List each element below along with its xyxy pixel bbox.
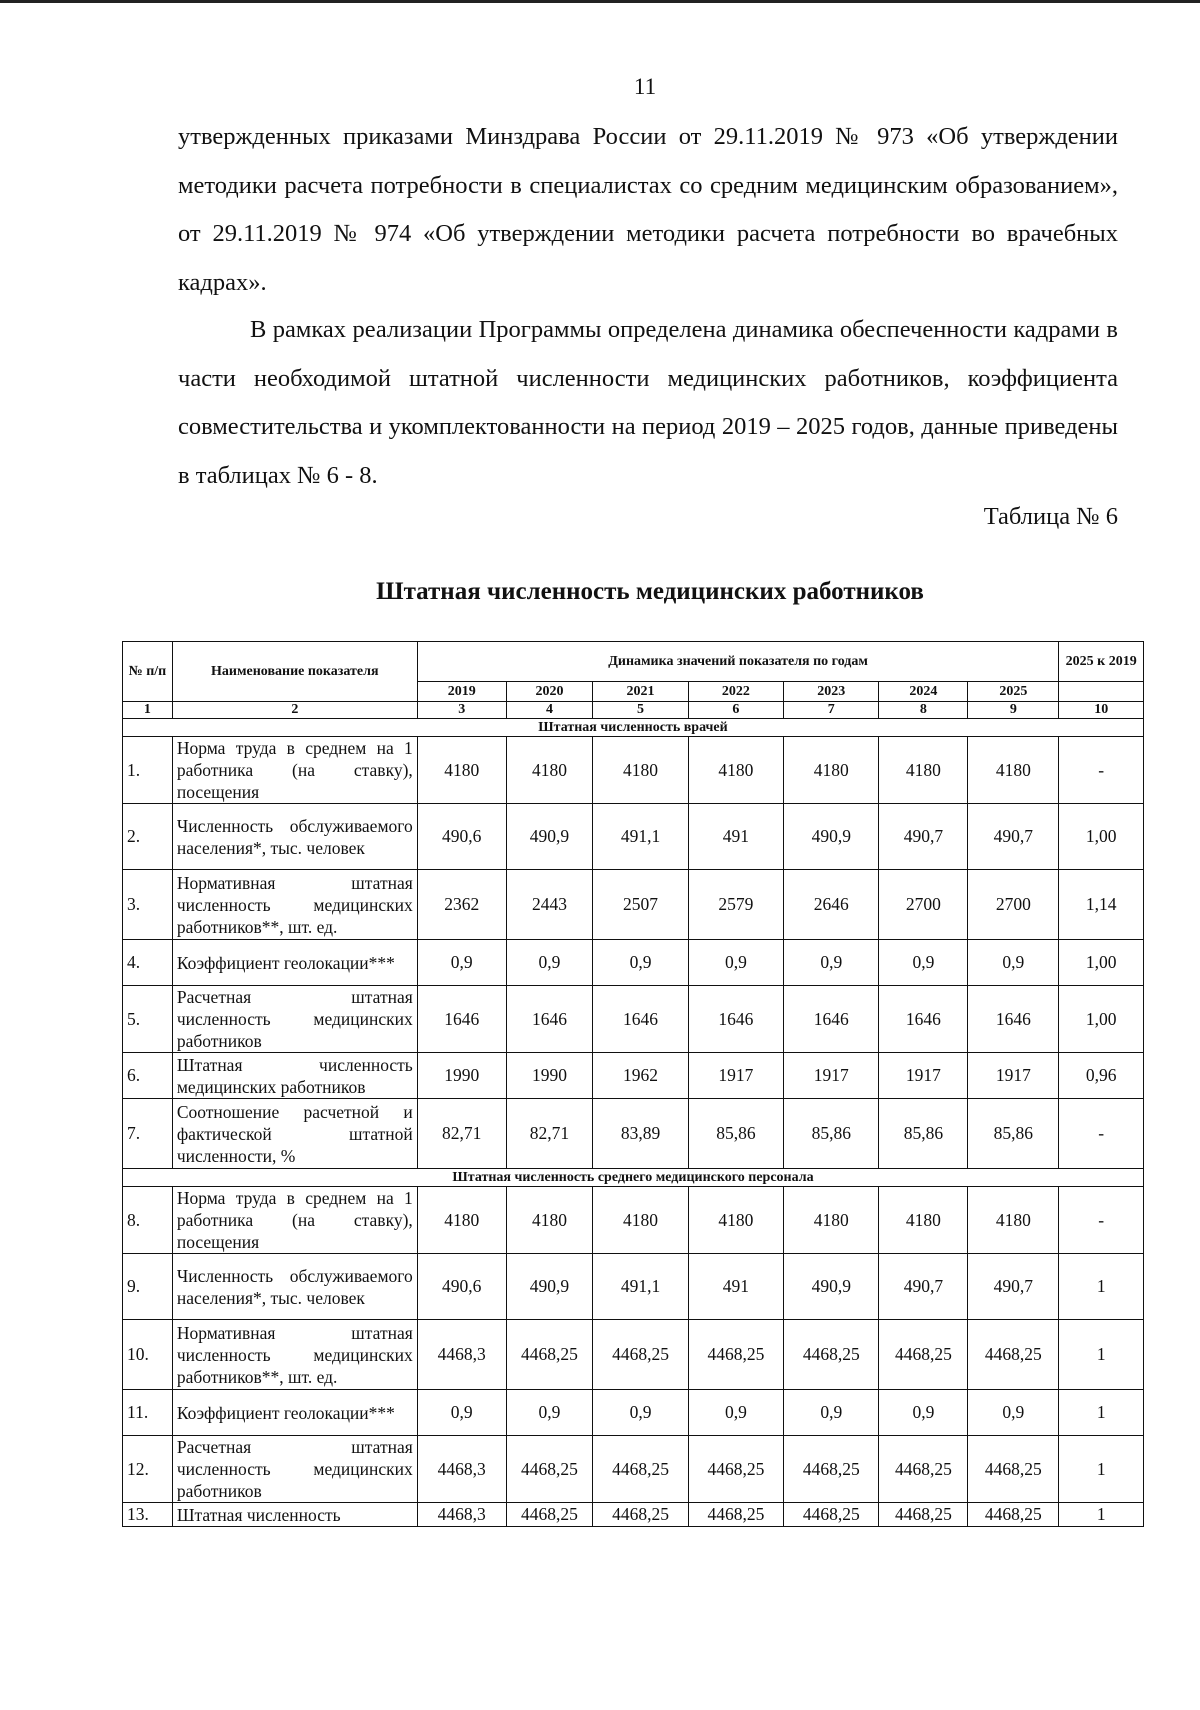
value-cell: 4180 bbox=[879, 1187, 968, 1254]
ratio-cell: 1,14 bbox=[1059, 870, 1144, 940]
value-cell: 4468,25 bbox=[593, 1503, 688, 1527]
value-cell: 4180 bbox=[968, 737, 1059, 804]
value-cell: 490,6 bbox=[417, 1254, 506, 1320]
value-cell: 0,9 bbox=[968, 1390, 1059, 1436]
value-cell: 1646 bbox=[968, 986, 1059, 1053]
ratio-cell: - bbox=[1059, 737, 1144, 804]
value-cell: 85,86 bbox=[688, 1099, 783, 1169]
value-cell: 4468,25 bbox=[593, 1320, 688, 1390]
value-cell: 490,7 bbox=[879, 804, 968, 870]
value-cell: 0,9 bbox=[968, 940, 1059, 986]
value-cell: 4180 bbox=[968, 1187, 1059, 1254]
value-cell: 4180 bbox=[688, 1187, 783, 1254]
value-cell: 0,9 bbox=[784, 940, 879, 986]
indicator-name: Расчетная штатная численность медицинских работников bbox=[172, 1436, 417, 1503]
value-cell: 4468,25 bbox=[688, 1320, 783, 1390]
header-dynamics: Динамика значений показателя по годам bbox=[417, 642, 1059, 682]
value-cell: 85,86 bbox=[879, 1099, 968, 1169]
ratio-cell: 1,00 bbox=[1059, 940, 1144, 986]
value-cell: 4468,25 bbox=[968, 1503, 1059, 1527]
column-number: 7 bbox=[784, 702, 879, 719]
header-year: 2019 bbox=[417, 682, 506, 702]
ratio-cell: 1 bbox=[1059, 1320, 1144, 1390]
value-cell: 85,86 bbox=[784, 1099, 879, 1169]
table-row bbox=[123, 1436, 1144, 1503]
value-cell: 0,9 bbox=[593, 940, 688, 986]
value-cell: 1646 bbox=[688, 986, 783, 1053]
value-cell: 4468,25 bbox=[784, 1436, 879, 1503]
value-cell: 0,9 bbox=[506, 940, 593, 986]
column-number: 10 bbox=[1059, 702, 1144, 719]
value-cell: 4180 bbox=[784, 737, 879, 804]
value-cell: 491,1 bbox=[593, 1254, 688, 1320]
ratio-cell: - bbox=[1059, 1187, 1144, 1254]
value-cell: 0,9 bbox=[879, 940, 968, 986]
indicator-name: Нормативная штатная численность медицинских работников**, шт. ед. bbox=[172, 1320, 417, 1390]
value-cell: 490,9 bbox=[784, 1254, 879, 1320]
value-cell: 4180 bbox=[593, 1187, 688, 1254]
value-cell: 1646 bbox=[784, 986, 879, 1053]
value-cell: 1917 bbox=[968, 1053, 1059, 1099]
value-cell: 1646 bbox=[417, 986, 506, 1053]
value-cell: 82,71 bbox=[506, 1099, 593, 1169]
value-cell: 4468,25 bbox=[688, 1503, 783, 1527]
paragraph-1: утвержденных приказами Минздрава России от 29.11.2019 № 973 «Об утверждении методики расчета потребности в специалистах со средним медицинским образованием», от 29.11.2019 № 974 «Об утверждении методики расчета потребности во врачебных кадрах». bbox=[178, 123, 1118, 296]
value-cell: 4180 bbox=[506, 1187, 593, 1254]
column-number: 9 bbox=[968, 702, 1059, 719]
table-row bbox=[123, 1187, 1144, 1254]
value-cell: 4468,25 bbox=[784, 1503, 879, 1527]
row-number: 6. bbox=[123, 1053, 173, 1099]
table-row bbox=[123, 870, 1144, 940]
value-cell: 4468,3 bbox=[417, 1503, 506, 1527]
value-cell: 0,9 bbox=[593, 1390, 688, 1436]
paragraph-2: В рамках реализации Программы определена динамика обеспеченности кадрами в части необходимой штатной численности медицинских работников, коэффициента совместительства и укомплектованности на период 2019 – 2025 годов, данные приведены в таблицах № 6 - 8. bbox=[178, 316, 1118, 489]
value-cell: 2362 bbox=[417, 870, 506, 940]
indicator-name: Нормативная штатная численность медицинских работников**, шт. ед. bbox=[172, 870, 417, 940]
value-cell: 490,9 bbox=[784, 804, 879, 870]
value-cell: 1990 bbox=[417, 1053, 506, 1099]
value-cell: 490,9 bbox=[506, 804, 593, 870]
row-number: 1. bbox=[123, 737, 173, 804]
section-header-row bbox=[123, 1169, 1144, 1187]
value-cell: 0,9 bbox=[879, 1390, 968, 1436]
column-number: 2 bbox=[172, 702, 417, 719]
header-year: 2020 bbox=[506, 682, 593, 702]
value-cell: 1646 bbox=[593, 986, 688, 1053]
ratio-cell: 1 bbox=[1059, 1503, 1144, 1527]
indicator-name: Коэффициент геолокации*** bbox=[172, 1390, 417, 1436]
table-row bbox=[123, 1390, 1144, 1436]
value-cell: 1917 bbox=[784, 1053, 879, 1099]
column-number: 6 bbox=[688, 702, 783, 719]
value-cell: 0,9 bbox=[688, 1390, 783, 1436]
header-year: 2021 bbox=[593, 682, 688, 702]
row-number: 7. bbox=[123, 1099, 173, 1169]
header-year: 2023 bbox=[784, 682, 879, 702]
row-number: 11. bbox=[123, 1390, 173, 1436]
section-header-row bbox=[123, 719, 1144, 737]
value-cell: 4468,25 bbox=[879, 1436, 968, 1503]
value-cell: 2443 bbox=[506, 870, 593, 940]
value-cell: 491 bbox=[688, 804, 783, 870]
indicator-name: Соотношение расчетной и фактической штатной численности, % bbox=[172, 1099, 417, 1169]
value-cell: 490,7 bbox=[879, 1254, 968, 1320]
value-cell: 0,9 bbox=[784, 1390, 879, 1436]
header-empty bbox=[1059, 682, 1144, 702]
column-number: 8 bbox=[879, 702, 968, 719]
column-number: 4 bbox=[506, 702, 593, 719]
value-cell: 82,71 bbox=[417, 1099, 506, 1169]
row-number: 13. bbox=[123, 1503, 173, 1527]
value-cell: 1646 bbox=[879, 986, 968, 1053]
value-cell: 2507 bbox=[593, 870, 688, 940]
section-title: Штатная численность врачей bbox=[123, 719, 1144, 737]
value-cell: 4468,25 bbox=[784, 1320, 879, 1390]
column-number: 3 bbox=[417, 702, 506, 719]
table-row bbox=[123, 940, 1144, 986]
table-row bbox=[123, 1320, 1144, 1390]
value-cell: 4468,3 bbox=[417, 1320, 506, 1390]
header-year: 2024 bbox=[879, 682, 968, 702]
value-cell: 4468,25 bbox=[688, 1436, 783, 1503]
row-number: 12. bbox=[123, 1436, 173, 1503]
value-cell: 2700 bbox=[879, 870, 968, 940]
value-cell: 2579 bbox=[688, 870, 783, 940]
indicator-name: Норма труда в среднем на 1 работника (на ставку), посещения bbox=[172, 1187, 417, 1254]
value-cell: 4180 bbox=[417, 1187, 506, 1254]
value-cell: 4468,25 bbox=[506, 1503, 593, 1527]
value-cell: 0,9 bbox=[417, 940, 506, 986]
value-cell: 4468,25 bbox=[506, 1436, 593, 1503]
indicator-name: Численность обслуживаемого населения*, тыс. человек bbox=[172, 804, 417, 870]
indicator-name: Коэффициент геолокации*** bbox=[172, 940, 417, 986]
value-cell: 0,9 bbox=[506, 1390, 593, 1436]
value-cell: 4468,25 bbox=[879, 1503, 968, 1527]
row-number: 3. bbox=[123, 870, 173, 940]
value-cell: 85,86 bbox=[968, 1099, 1059, 1169]
value-cell: 490,7 bbox=[968, 804, 1059, 870]
indicator-name: Расчетная штатная численность медицинских работников bbox=[172, 986, 417, 1053]
value-cell: 0,9 bbox=[417, 1390, 506, 1436]
table-row bbox=[123, 1099, 1144, 1169]
value-cell: 1646 bbox=[506, 986, 593, 1053]
column-number: 1 bbox=[123, 702, 173, 719]
value-cell: 4180 bbox=[879, 737, 968, 804]
value-cell: 1917 bbox=[688, 1053, 783, 1099]
value-cell: 490,9 bbox=[506, 1254, 593, 1320]
row-number: 5. bbox=[123, 986, 173, 1053]
value-cell: 4468,25 bbox=[879, 1320, 968, 1390]
value-cell: 4180 bbox=[784, 1187, 879, 1254]
ratio-cell: 1,00 bbox=[1059, 804, 1144, 870]
value-cell: 83,89 bbox=[593, 1099, 688, 1169]
indicator-name: Норма труда в среднем на 1 работника (на ставку), посещения bbox=[172, 737, 417, 804]
header-ratio: 2025 к 2019 bbox=[1059, 642, 1144, 682]
header-indicator-name: Наименование показателя bbox=[172, 642, 417, 702]
header-number: № п/п bbox=[123, 642, 173, 702]
value-cell: 491,1 bbox=[593, 804, 688, 870]
ratio-cell: 1 bbox=[1059, 1390, 1144, 1436]
table-title: Штатная численность медицинских работников bbox=[376, 578, 924, 605]
row-number: 2. bbox=[123, 804, 173, 870]
page-number: 11 bbox=[633, 74, 657, 99]
value-cell: 1990 bbox=[506, 1053, 593, 1099]
table-row bbox=[123, 1254, 1144, 1320]
staffing-table bbox=[122, 641, 1144, 1527]
ratio-cell: 0,96 bbox=[1059, 1053, 1144, 1099]
table-row bbox=[123, 804, 1144, 870]
header-year: 2025 bbox=[968, 682, 1059, 702]
value-cell: 2646 bbox=[784, 870, 879, 940]
table-row bbox=[123, 1053, 1144, 1099]
ratio-cell: 1 bbox=[1059, 1436, 1144, 1503]
column-number: 5 bbox=[593, 702, 688, 719]
table-label: Таблица № 6 bbox=[983, 503, 1118, 530]
ratio-cell: 1,00 bbox=[1059, 986, 1144, 1053]
value-cell: 490,7 bbox=[968, 1254, 1059, 1320]
table-row bbox=[123, 737, 1144, 804]
value-cell: 0,9 bbox=[688, 940, 783, 986]
top-border-line bbox=[0, 0, 1200, 3]
header-year: 2022 bbox=[688, 682, 783, 702]
value-cell: 4468,25 bbox=[506, 1320, 593, 1390]
value-cell: 1917 bbox=[879, 1053, 968, 1099]
value-cell: 1962 bbox=[593, 1053, 688, 1099]
row-number: 10. bbox=[123, 1320, 173, 1390]
row-number: 9. bbox=[123, 1254, 173, 1320]
indicator-name: Штатная численность bbox=[172, 1503, 417, 1527]
value-cell: 2700 bbox=[968, 870, 1059, 940]
value-cell: 4180 bbox=[593, 737, 688, 804]
value-cell: 4180 bbox=[688, 737, 783, 804]
ratio-cell: - bbox=[1059, 1099, 1144, 1169]
value-cell: 4468,3 bbox=[417, 1436, 506, 1503]
value-cell: 4468,25 bbox=[593, 1436, 688, 1503]
row-number: 8. bbox=[123, 1187, 173, 1254]
row-number: 4. bbox=[123, 940, 173, 986]
section-title: Штатная численность среднего медицинского персонала bbox=[123, 1169, 1144, 1187]
value-cell: 4468,25 bbox=[968, 1436, 1059, 1503]
table-row bbox=[123, 986, 1144, 1053]
column-number-row bbox=[123, 702, 1144, 719]
value-cell: 4180 bbox=[506, 737, 593, 804]
indicator-name: Штатная численность медицинских работников bbox=[172, 1053, 417, 1099]
value-cell: 4468,25 bbox=[968, 1320, 1059, 1390]
value-cell: 490,6 bbox=[417, 804, 506, 870]
table-row bbox=[123, 1503, 1144, 1527]
ratio-cell: 1 bbox=[1059, 1254, 1144, 1320]
value-cell: 491 bbox=[688, 1254, 783, 1320]
value-cell: 4180 bbox=[417, 737, 506, 804]
indicator-name: Численность обслуживаемого населения*, тыс. человек bbox=[172, 1254, 417, 1320]
